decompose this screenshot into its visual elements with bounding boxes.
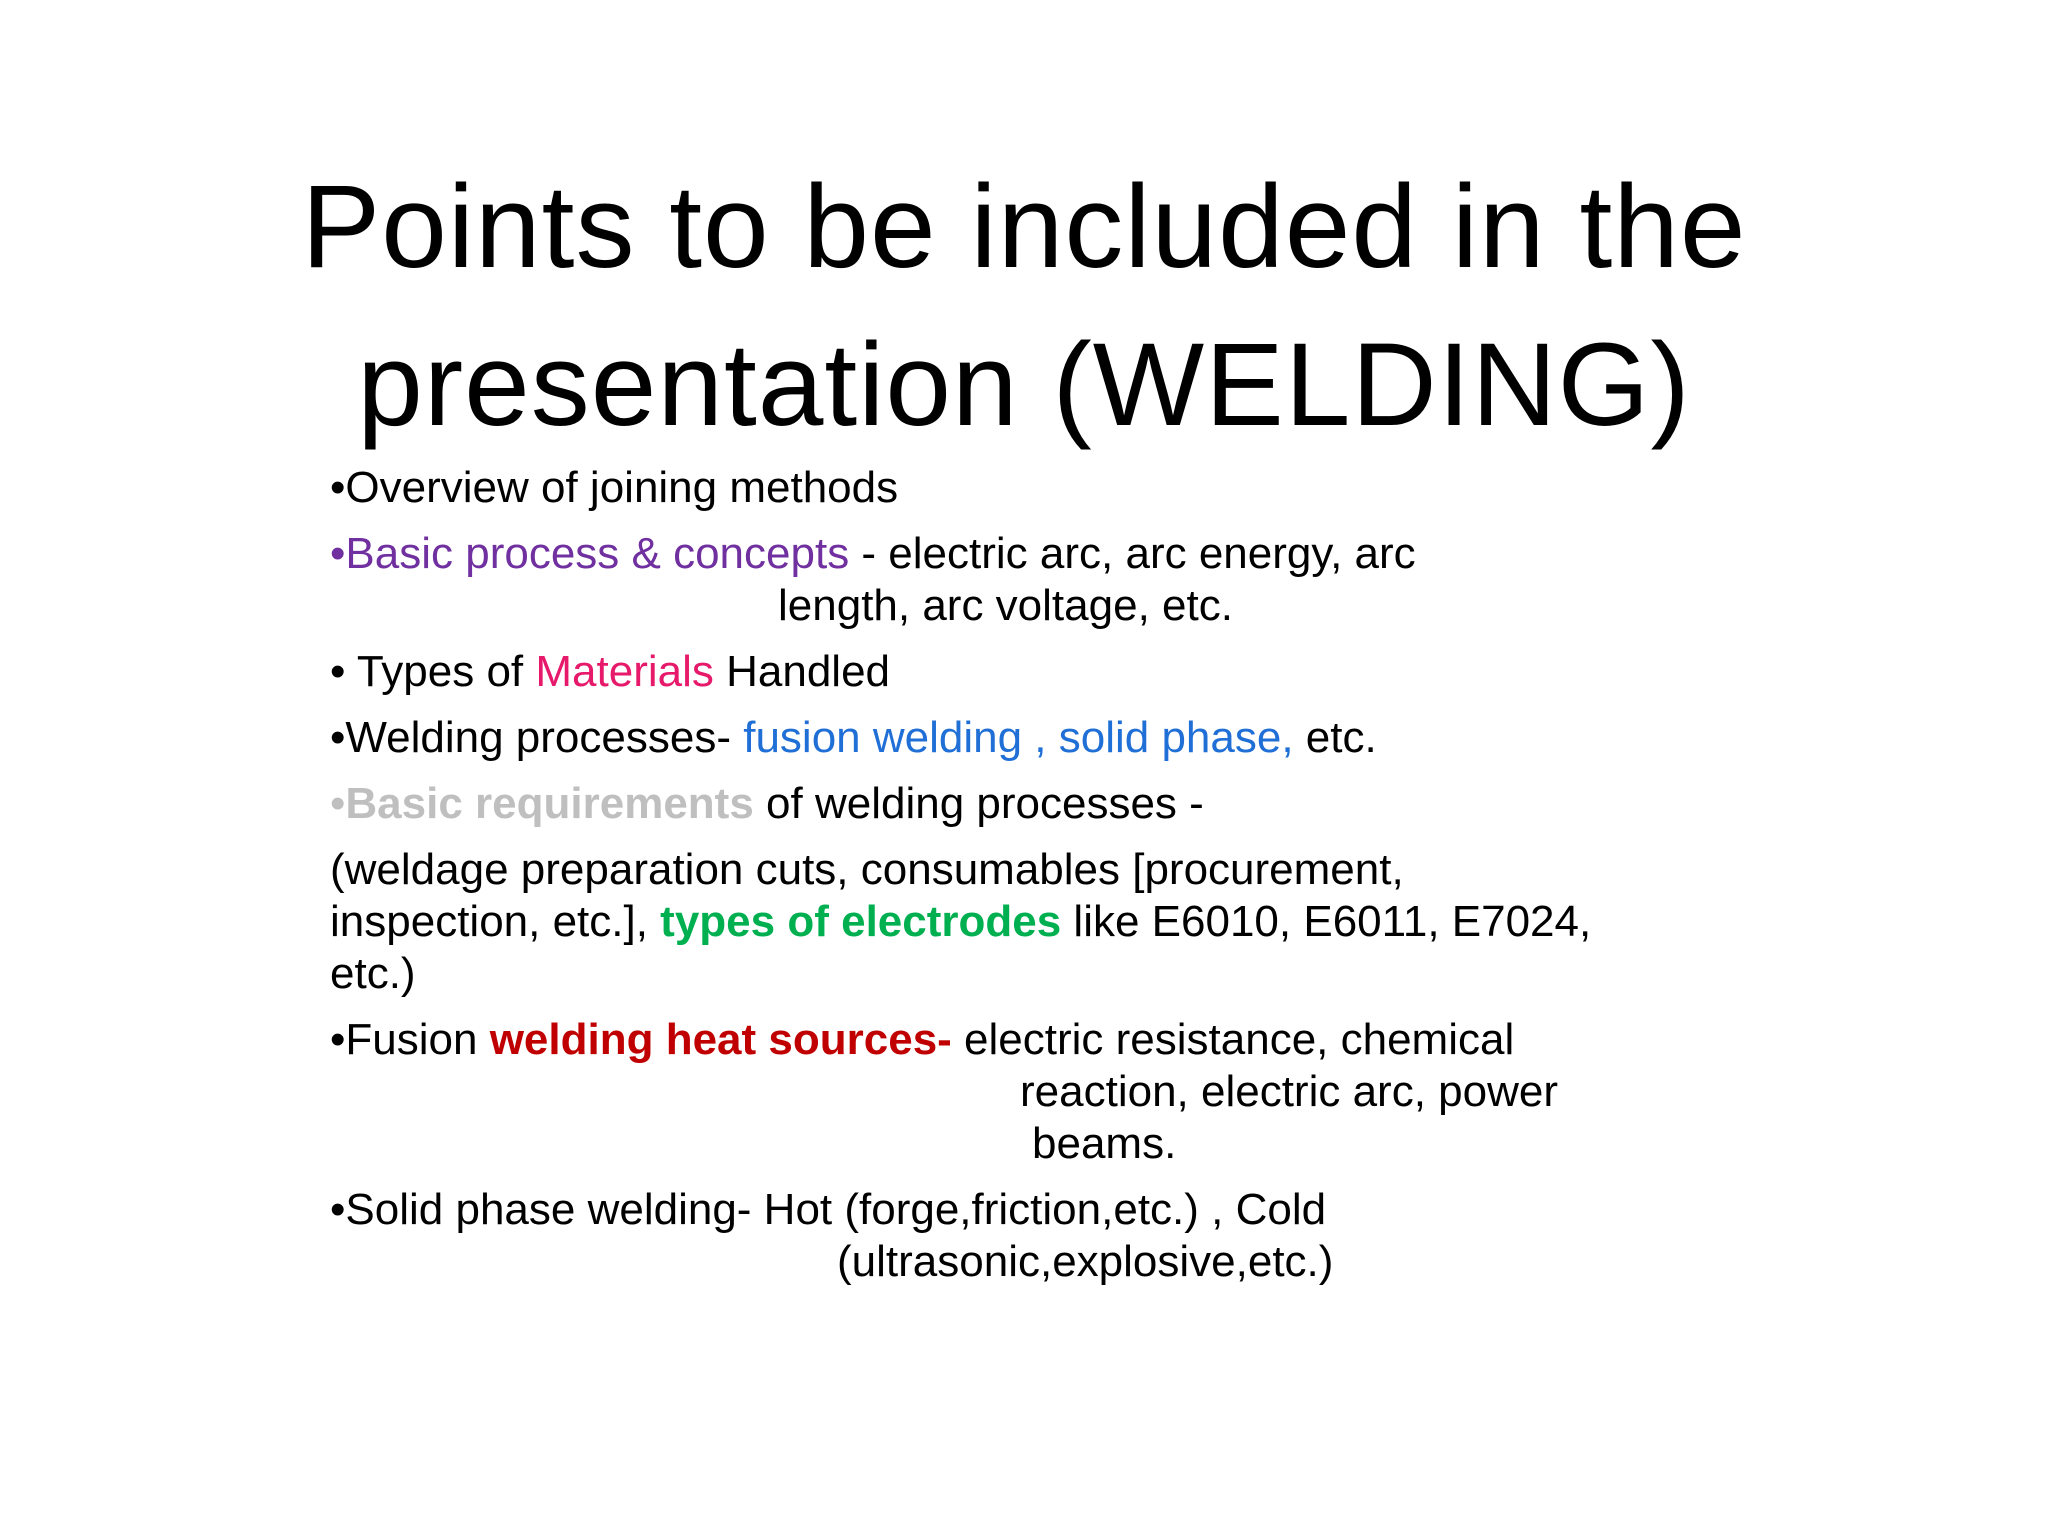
- title-line-2: presentation (WELDING): [357, 319, 1691, 451]
- item-text: • Types of: [330, 647, 536, 696]
- item-text: electric resistance, chemical: [951, 1015, 1515, 1064]
- bullet-mark: •: [330, 529, 346, 578]
- highlight-basic-process: Basic process & concepts: [345, 529, 850, 578]
- item-continuation: beams.: [1032, 1119, 1177, 1168]
- list-item-fusion-heat-sources: [330, 1014, 1780, 1170]
- item-text: etc.: [1293, 713, 1377, 762]
- title-line-1: Points to be included in the: [301, 161, 1747, 293]
- item-line: etc.): [330, 949, 416, 998]
- item-text: •Fusion: [330, 1015, 490, 1064]
- list-item-overview: [330, 462, 1780, 514]
- item-text: like E6010, E6011, E7024,: [1061, 897, 1592, 946]
- item-continuation: reaction, electric arc, power: [1020, 1067, 1558, 1116]
- item-text: •Overview of joining methods: [330, 463, 899, 512]
- item-text: •Solid phase welding- Hot (forge,friction,etc.) , Cold: [330, 1185, 1327, 1234]
- item-text: Handled: [713, 647, 891, 696]
- list-item-solid-phase: [330, 1184, 1780, 1288]
- highlight-welding-heat-sources: welding heat sources-: [489, 1015, 952, 1064]
- bullet-list: [330, 462, 1780, 1288]
- item-text: - electric arc, arc energy, arc: [849, 529, 1416, 578]
- highlight-materials: Materials: [535, 647, 714, 696]
- highlight-basic-requirements: Basic requirements: [345, 779, 754, 828]
- list-item-weldage-preparation: [330, 844, 1780, 1000]
- highlight-fusion-solid: fusion welding , solid phase,: [743, 713, 1294, 762]
- highlight-types-of-electrodes: types of electrodes: [660, 897, 1062, 946]
- slide-title: [0, 148, 2048, 464]
- list-item-basic-process: [330, 528, 1780, 632]
- list-item-welding-processes: [330, 712, 1780, 764]
- item-text: of welding processes -: [753, 779, 1204, 828]
- item-line: (weldage preparation cuts, consumables [procurement,: [330, 845, 1404, 894]
- item-text: inspection, etc.],: [330, 897, 661, 946]
- item-text: •Welding processes-: [330, 713, 744, 762]
- item-continuation: (ultrasonic,explosive,etc.): [837, 1237, 1334, 1286]
- item-continuation: length, arc voltage, etc.: [778, 581, 1233, 630]
- list-item-materials: [330, 646, 1780, 698]
- list-item-basic-requirements: [330, 778, 1780, 830]
- item-line: [330, 896, 1780, 948]
- bullet-mark: •: [330, 779, 346, 828]
